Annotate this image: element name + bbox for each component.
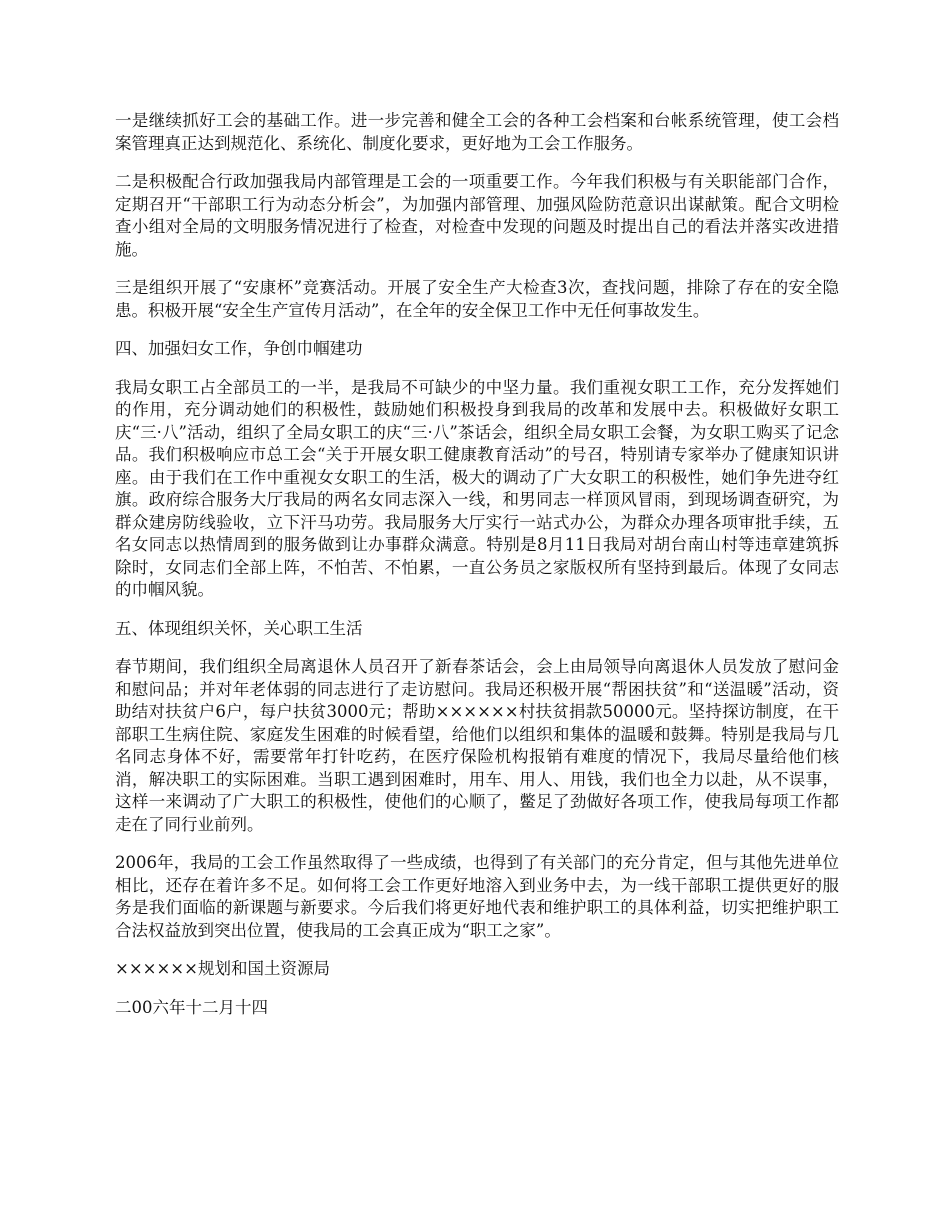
signature-organization: ××××××规划和国土资源局 [115,959,330,978]
paragraph-conclusion: 2006年，我局的工会工作虽然取得了一些成绩，也得到了有关部门的充分肯定，但与其他先进单位相比，还存在着许多不足。如何将工会工作更好地溶入到业务中去，为一线干部职工提供更好的服务是我们面临的新课题与新要求。今后我们将更好地代表和维护职工的具体利益，切实把维护职工合法权益放到突出位置，使我局的工会真正成为“职工之家”。 [115,853,839,940]
paragraph-internal-management: 二是积极配合行政加强我局内部管理是工会的一项重要工作。今年我们积极与有关职能部门合作，定期召开“干部职工行为动态分析会”，为加强内部管理、加强风险防范意识出谋献策。配合文明检查小组对全局的文明服务情况进行了检查，对检查中发现的问题及时提出自己的看法并落实改进措施。 [115,172,839,259]
paragraph-safety-campaign: 三是组织开展了“安康杯”竞赛活动。开展了安全生产大检查3次，查找问题，排除了存在的安全隐患。积极开展“安全生产宣传月活动”，在全年的安全保卫工作中无任何事故发生。 [115,278,839,320]
section-heading-staff-care: 五、体现组织关怀，关心职工生活 [115,618,363,638]
document-page [115,110,839,1035]
paragraph-women-work: 我局女职工占全部员工的一半，是我局不可缺少的中坚力量。我们重视女职工工作，充分发挥她们的作用，充分调动她们的积极性，鼓励她们积极投身到我局的改革和发展中去。积极做好女职工庆“三·八”活动，组织了全局女职工的庆“三·八”茶话会，组织全局女职工会餐，为女职工购买了记念品。我们积极响应市总工会“关于开展女职工健康教育活动”的号召，特别请专家举办了健康知识讲座。由于我们在工作中重视女女职工的生活，极大的调动了广大女职工的积极性，她们争先进夺红旗。政府综合服务大厅我局的两名女同志深入一线，和男同志一样顶风冒雨，到现场调查研究，为群众建房防线验收，立下汗马功劳。我局服务大厅实行一站式办公，为群众办理各项审批手续，五名女同志以热情周到的服务做到让办事群众满意。特别是8月11日我局对胡台南山村等违章建筑拆除时，女同志们全部上阵，不怕苦、不怕累，一直公务员之家版权所有坚持到最后。体现了女同志的巾帼风貌。 [115,377,839,599]
paragraph-union-basics: 一是继续抓好工会的基础工作。进一步完善和健全工会的各种工会档案和台帐系统管理，使工会档案管理真正达到规范化、系统化、制度化要求，更好地为工会工作服务。 [115,111,839,153]
paragraph-staff-care: 春节期间，我们组织全局离退休人员召开了新春茶话会，会上由局领导向离退休人员发放了慰问金和慰问品；并对年老体弱的同志进行了走访慰问。我局还积极开展“帮困扶贫”和“送温暖”活动，资助结对扶贫户6户，每户扶贫3000元；帮助××××××村扶贫捐款50000元。坚持探访制度，在干部职工生病住院、家庭发生困难的时候看望，给他们以组织和集体的温暖和鼓舞。特别是我局与几名同志身体不好，需要常年打针吃药，在医疗保险机构报销有难度的情况下，我局尽量给他们核消，解决职工的实际困难。当职工遇到困难时，用车、用人、用钱，我们也全力以赴，从不误事，这样一来调动了广大职工的积极性，使他们的心顺了，鳖足了劲做好各项工作，使我局每项工作都走在了同行业前列。 [115,657,839,834]
section-heading-women-work: 四、加强妇女工作，争创巾帼建功 [115,339,363,358]
signature-date: 二00六年十二月十四 [115,997,268,1017]
